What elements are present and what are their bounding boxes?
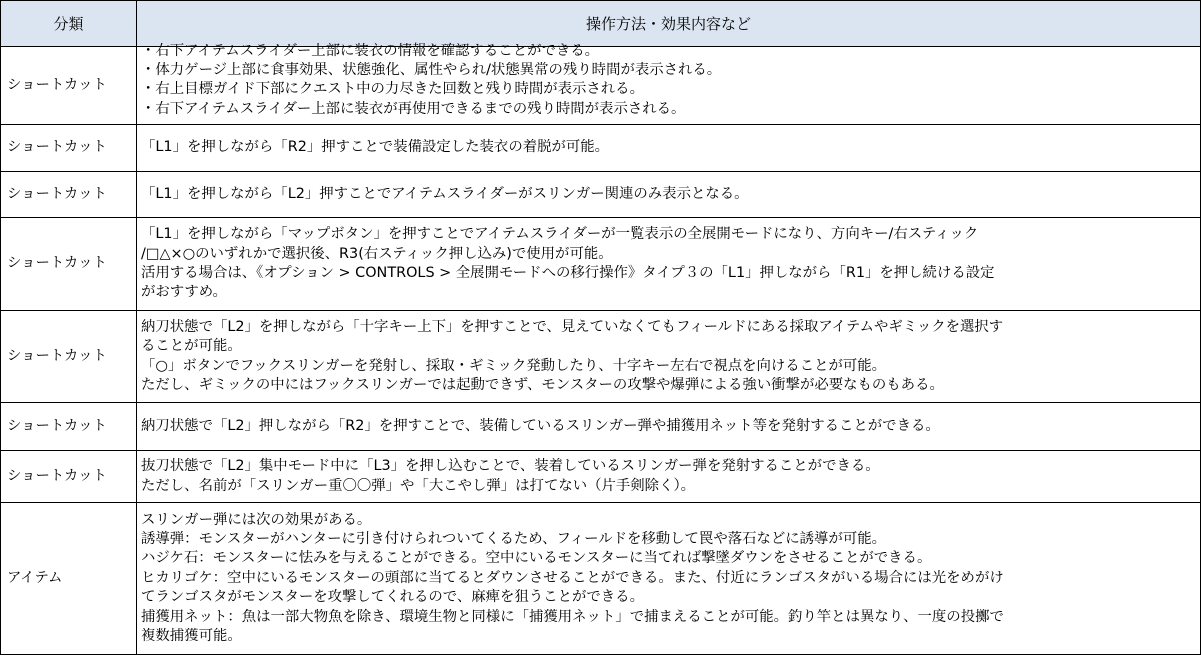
header-description: 操作方法・効果内容など	[137, 1, 1201, 47]
description-line: ・体力ゲージ上部に食事効果、状態強化、属性やられ/状態異常の残り時間が表示される。	[141, 61, 722, 78]
description-line: 誘導弾：モンスターがハンターに引き付けられついてくるため、フィールドを移動して罠や落石などに誘導が可能。	[141, 530, 887, 547]
description-line: 「L1」を押しながら「マップボタン」を押すことでアイテムスライダーが一覧表示の全展開モードになり、方向キー/右スティック	[141, 226, 979, 243]
description-line: 納刀状態で「L2」を押しながら「十字キー上下」を押すことで、見えていなくてもフィールドにある採取アイテムやギミックを選択す	[141, 318, 1004, 335]
description-line: 活用する場合は、《オプション > CONTROLS > 全展開モードへの移行操作》タイプ３の「L1」押しながら「R1」を押し続ける設定	[141, 265, 995, 281]
table-row	[1, 403, 1201, 451]
description-line: 「L1」を押しながら「L2」押すことでアイテムスライダーがスリンガー関連のみ表示となる。	[141, 185, 749, 202]
description-line: ただし、名前が「スリンガー重〇〇弾」や「大こやし弾」は打てない（片手剣除く）。	[141, 477, 696, 494]
description-cell	[137, 451, 1201, 503]
description-line: ハジケ石：モンスターに怯みを与えることができる。空中にいるモンスターに当てれば撃墜ダウンをさせることができる。	[141, 550, 932, 567]
description-line: てランゴスタがモンスターを攻撃してくれるので、麻痺を狙うことができる。	[141, 589, 644, 606]
description-line: ・右下アイテムスライダー上部に装衣の情報を確認することができる。	[141, 42, 600, 59]
header-row	[1, 1, 1201, 47]
category-cell: ショートカット	[1, 47, 137, 125]
description-line: ・右下アイテムスライダー上部に装衣が再使用できるまでの残り時間が表示される。	[141, 100, 686, 117]
table-row	[1, 172, 1201, 218]
description-line: ・右上目標ガイド下部にクエスト中の力尽きた回数と残り時間が表示される。	[141, 81, 644, 98]
description-cell	[137, 218, 1201, 311]
description-line: 複数捕獲可能。	[141, 628, 242, 645]
description-cell	[137, 42, 1201, 125]
description-line: ただし、ギミックの中にはフックスリンガーでは起動できず、モンスターの攻撃や爆弾による強い衝撃が必要なものもある。	[141, 376, 944, 393]
header-category: 分類	[1, 1, 137, 47]
description-line: スリンガー弾には次の効果がある。	[141, 511, 372, 528]
description-cell	[137, 172, 1201, 218]
table-row	[1, 125, 1201, 172]
description-cell	[137, 125, 1201, 172]
description-cell	[137, 403, 1201, 451]
category-cell: ショートカット	[1, 403, 137, 451]
category-cell: ショートカット	[1, 311, 137, 403]
description-line: 捕獲用ネット：魚は一部大物魚を除き、環境生物と同様に「捕獲用ネット」で捕まえることが可能。釣り竿とは異なり、一度の投擲で	[141, 608, 1004, 625]
category-cell: ショートカット	[1, 125, 137, 172]
category-cell: ショートカット	[1, 218, 137, 311]
category-cell: アイテム	[1, 503, 137, 655]
description-line: 抜刀状態で「L2」集中モード中に「L3」を押し込むことで、装着しているスリンガー弾を発射することができる。	[141, 458, 880, 475]
category-cell: ショートカット	[1, 451, 137, 503]
description-line: 「L1」を押しながら「R2」押すことで装備設定した装衣の着脱が可能。	[141, 139, 610, 156]
table-row	[1, 311, 1201, 403]
description-line: ることが可能。	[141, 338, 242, 355]
description-cell	[137, 311, 1201, 403]
table-row	[1, 503, 1201, 655]
description-line: ヒカリゴケ：空中にいるモンスターの頭部に当てるとダウンさせることができる。また、付近にランゴスタがいる場合には光をめがけ	[141, 569, 1004, 586]
table-row	[1, 218, 1201, 311]
description-line: 納刀状態で「L2」押しながら「R2」を押すことで、装備しているスリンガー弾や捕獲用ネット等を発射することができる。	[141, 417, 940, 434]
description-cell	[137, 503, 1201, 655]
description-line: がおすすめ。	[141, 284, 227, 301]
category-cell: ショートカット	[1, 172, 137, 218]
description-line: /□△×○のいずれかで選択後、R3(右スティック押し込み)で使用が可能。	[141, 245, 613, 262]
table-row	[1, 451, 1201, 503]
description-line: 「○」ボタンでフックスリンガーを発射し、採取・ギミック発動したり、十字キー左右で視点を向けることが可能。	[141, 357, 887, 374]
table-row	[1, 47, 1201, 125]
